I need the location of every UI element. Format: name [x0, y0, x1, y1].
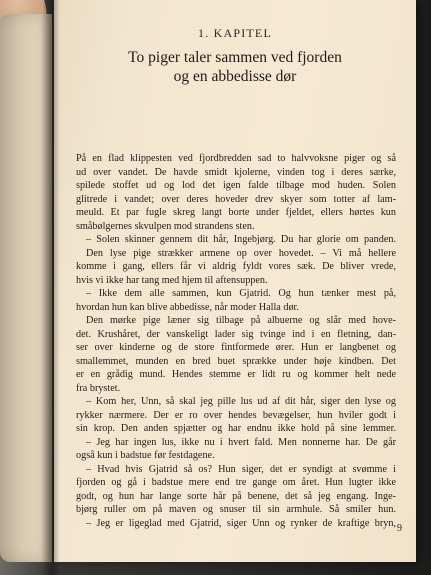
text-line: meuld. Et par fugle skreg langt borte under fjeldet, ellers hørtes kun — [76, 207, 396, 218]
text-line: – Ikke dem alle sammen, kun Gjatrid. Og hun tænker mest på, — [86, 288, 396, 299]
body-text — [76, 152, 396, 530]
chapter-title — [70, 48, 400, 86]
chapter-heading: 1. KAPITEL — [198, 26, 272, 40]
text-line: – Jeg er ligeglad med Gjatrid, siger Unn og rynker de kraftige bryn, — [86, 517, 396, 529]
text-line: hvis vi ikke har tang med hjem til aftensuppen. — [76, 274, 268, 286]
text-line: fra brystet. — [76, 382, 121, 394]
text-line: bjørg ruller om på maven og snuser til sin armhule. Så smiler hun. — [76, 504, 396, 515]
text-line: sin krop. Den anden spjætter og har endnu ikke hold på sine lemmer. — [76, 423, 396, 434]
text-line: rykker nærmere. Der er ro over hendes bevægelser, hun hviler godt i — [76, 409, 396, 421]
text-line: smallemmet, munden en bred buet sprække under høje kindben. Det — [76, 355, 396, 367]
book-page — [54, 0, 416, 562]
text-line: godt, og hun har lange sorte hår på benene, det så jeg engang. Inge- — [76, 490, 396, 502]
chapter-title-line: To piger taler sammen ved fjorden — [128, 49, 342, 66]
spine-shadow — [42, 0, 60, 575]
text-line: Den mørke pige læner sig tilbage på albuerne og slår med hove- — [86, 315, 396, 326]
text-line: småbølgernes skvulpen mod strandens sten. — [76, 220, 255, 232]
text-line: ud over vandet. De havde smidt kjolerne, vinden tog i deres særke, — [76, 166, 396, 178]
text-line: det. Krushåret, der vanskeligt lader sig tvinge ind i en fletning, dan- — [76, 328, 396, 340]
text-line: fjorden og gå i badstue mere end tre gange om året. Hun lugter ikke — [76, 477, 396, 488]
text-line: – Kom her, Unn, så skal jeg pille lus ud af dit hår, siger den lyse og — [86, 396, 396, 407]
text-line: På en flad klippesten ved fjordbredden sad to halvvoksne piger og så — [76, 153, 396, 164]
text-line: også kun i badstue før festdagene. — [76, 450, 215, 461]
text-line: komme i gang, ellers får vi aldrig fyldt vores sæk. De bliver vrede, — [76, 261, 396, 272]
text-line: Den lyse pige strækker armene op over hovedet. – Vi må hellere — [86, 247, 396, 259]
page-number: 9 — [397, 523, 402, 534]
text-line: er en grådig mund. Hendes stemme er lidt ru og kommer helt nede — [76, 369, 396, 380]
text-line: – Hvad hvis Gjatrid så os? Hun siger, det er syndigt at svømme i — [86, 463, 396, 475]
text-line: hvordan hun kan blive abbedisse, når moder Halla dør. — [76, 301, 299, 313]
text-line: – Jeg har ingen lus, ikke nu i hvert fald. Men nonnerne har. De går — [86, 436, 396, 448]
text-line: spilede stoffet ud og lod det igen falde tilbage mod huden. Solen — [76, 180, 396, 191]
text-line: – Solen skinner gennem dit hår, Ingebjørg. Du har glorie om panden. — [86, 234, 396, 245]
text-line: glitrede i vandet; over deres hoveder drev skyer som totter af lam- — [76, 193, 396, 205]
text-line: ser over kinderne og de store fintformede ører. Hun er langbenet og — [76, 342, 396, 353]
chapter-title-line: og en abbedisse dør — [173, 68, 297, 85]
